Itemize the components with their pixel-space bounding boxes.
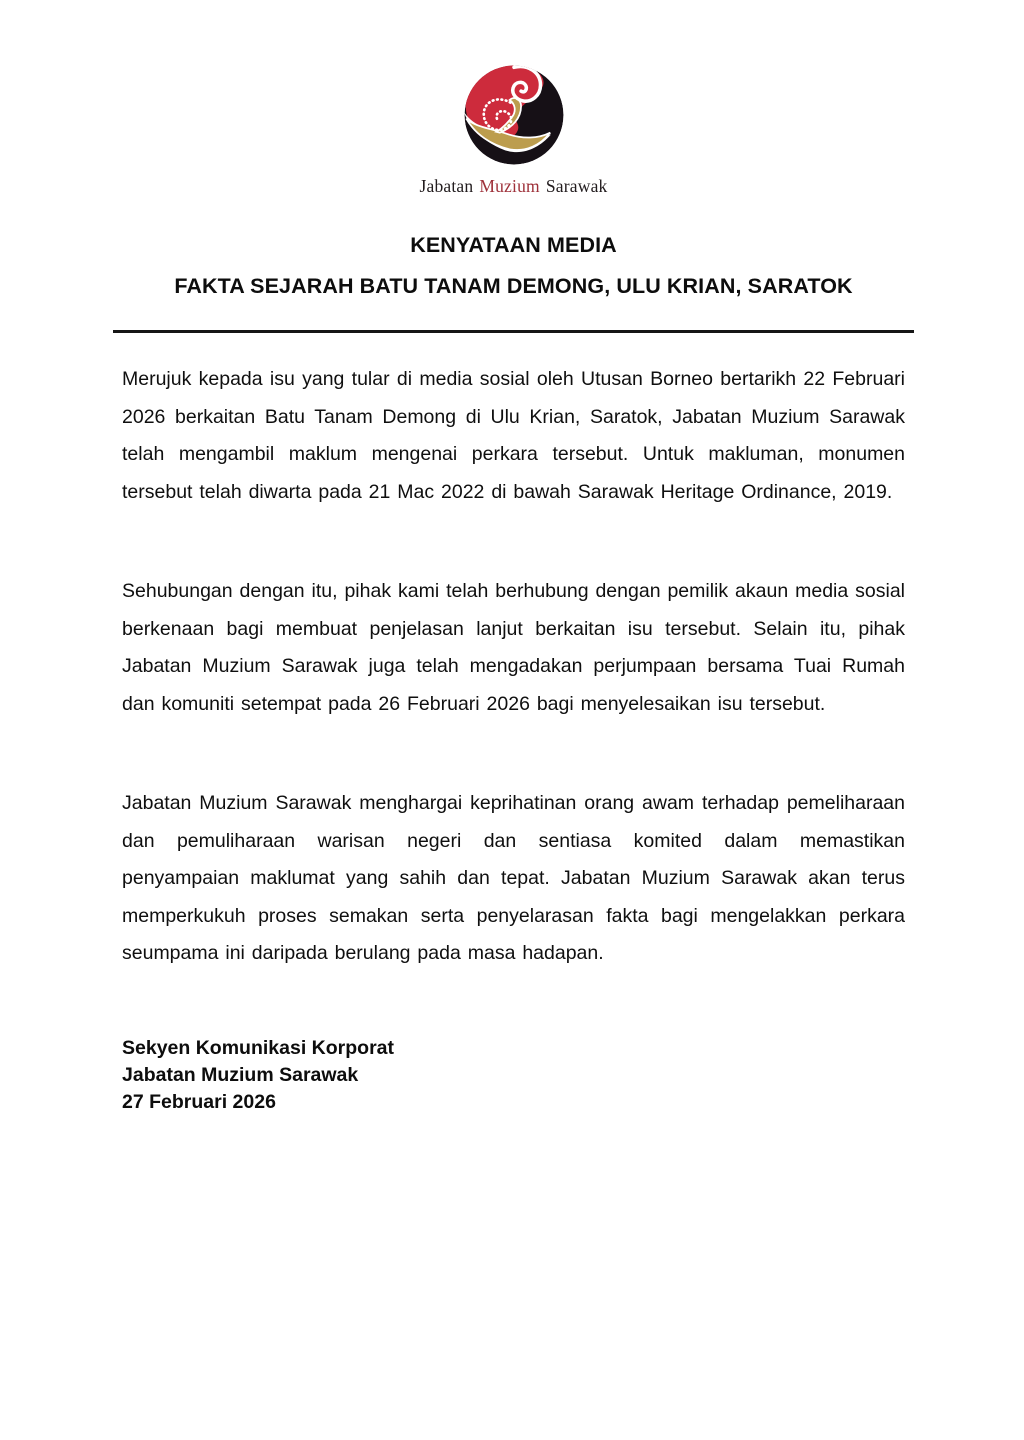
museum-logo-icon bbox=[461, 62, 567, 168]
signature-block bbox=[122, 1035, 905, 1116]
body-paragraph-1: Merujuk kepada isu yang tular di media sosial oleh Utusan Borneo bertarikh 22 Februari 2026 berkaitan Batu Tanam Demong di Ulu Krian, Saratok, Jabatan Muzium Sarawak telah mengambil maklum mengenai perkara tersebut. Untuk makluman, monumen tersebut telah diwarta pada 21 Mac 2022 di bawah Sarawak Heritage Ordinance, 2019. bbox=[122, 368, 905, 503]
logo-caption-word: Jabatan bbox=[419, 176, 474, 196]
organization-logo bbox=[122, 0, 905, 197]
body-paragraph-3: Jabatan Muzium Sarawak menghargai keprihatinan orang awam terhadap pemeliharaan dan pemuliharaan warisan negeri dan sentiasa komited dalam memastikan penyampaian maklumat yang sahih dan tepat. Jabatan Muzium Sarawak akan terus memperkukuh proses semakan serta penyelarasan fakta bagi mengelakkan perkara seumpama ini daripada berulang pada masa hadapan. bbox=[122, 792, 905, 964]
document-subtitle: FAKTA SEJARAH BATU TANAM DEMONG, ULU KRIAN, SARATOK bbox=[174, 274, 853, 298]
logo-caption-word: Sarawak bbox=[545, 176, 608, 196]
signature-department: Sekyen Komunikasi Korporat bbox=[122, 1036, 394, 1059]
document-body bbox=[122, 361, 905, 973]
signature-organization: Jabatan Muzium Sarawak bbox=[122, 1063, 359, 1086]
header-divider bbox=[113, 330, 914, 333]
document-title: KENYATAAN MEDIA bbox=[410, 233, 617, 257]
body-paragraph-2: Sehubungan dengan itu, pihak kami telah berhubung dengan pemilik akaun media sosial berkenaan bagi membuat penjelasan lanjut berkaitan isu tersebut. Selain itu, pihak Jabatan Muzium Sarawak juga telah mengadakan perjumpaan bersama Tuai Rumah dan komuniti setempat pada 26 Februari 2026 bagi menyelesaikan isu tersebut. bbox=[122, 580, 905, 715]
logo-caption-word-accent: Muzium bbox=[479, 176, 540, 196]
signature-date: 27 Februari 2026 bbox=[122, 1090, 276, 1113]
logo-caption bbox=[122, 176, 905, 197]
